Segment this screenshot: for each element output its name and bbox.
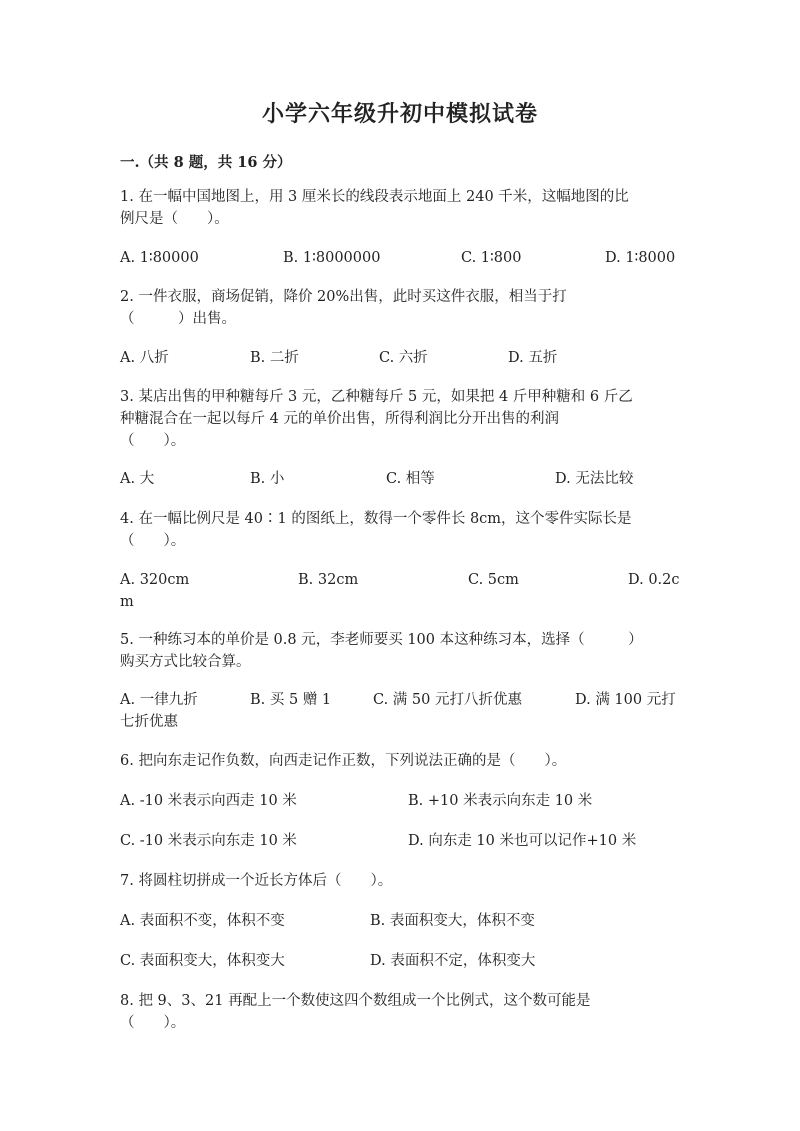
stem-line: （ ）出售。 — [120, 311, 236, 327]
option-b[interactable]: B. 1∶8000000 — [283, 250, 381, 266]
option-b[interactable]: B. 32cm — [298, 572, 359, 588]
option-c[interactable]: C. 1∶800 — [461, 250, 522, 266]
stem-line: 4. 在一幅比例尺是 40∶1 的图纸上，数得一个零件长 8cm，这个零件实际长是 — [120, 511, 632, 527]
option-d[interactable]: D. 向东走 10 米也可以记作+10 米 — [408, 833, 637, 849]
option-d[interactable]: D. 满 100 元打 — [575, 692, 676, 708]
stem-line: （ ）。 — [120, 1015, 186, 1031]
question-5-options — [120, 689, 690, 733]
option-c[interactable]: C. 表面积变大，体积变大 — [120, 953, 285, 969]
question-3-stem — [120, 386, 680, 452]
stem-line: 1. 在一幅中国地图上，用 3 厘米长的线段表示地面上 240 千米，这幅地图的比 — [120, 189, 629, 205]
option-c[interactable]: C. -10 米表示向东走 10 米 — [120, 833, 297, 849]
option-d[interactable]: D. 表面积不定，体积变大 — [370, 953, 536, 969]
stem-line: 种糖混合在一起以每斤 4 元的单价出售，所得利润比分开出售的利润 — [120, 411, 559, 427]
stem-line: （ ）。 — [120, 533, 186, 549]
option-c[interactable]: C. 5cm — [468, 572, 519, 588]
option-b[interactable]: B. 二折 — [250, 350, 299, 366]
section-heading: 一.（共 8 题，共 16 分） — [120, 154, 292, 171]
stem-line: 购买方式比较合算。 — [120, 654, 251, 670]
option-a[interactable]: A. 一律九折 — [120, 692, 198, 708]
option-d-continued: 七折优惠 — [120, 714, 178, 730]
exam-title: 小学六年级升初中模拟试卷 — [261, 101, 538, 127]
option-c[interactable]: C. 相等 — [386, 471, 435, 487]
option-b[interactable]: B. 表面积变大，体积不变 — [370, 913, 535, 929]
option-b[interactable]: B. +10 米表示向东走 10 米 — [408, 793, 593, 809]
option-a[interactable]: A. 320cm — [120, 572, 190, 588]
question-8-stem — [120, 990, 680, 1034]
stem-line: 5. 一种练习本的单价是 0.8 元，李老师要买 100 本这种练习本，选择（ ） — [120, 632, 643, 648]
question-4-options — [120, 569, 690, 613]
stem-line: 2. 一件衣服，商场促销，降价 20%出售，此时买这件衣服，相当于打 — [120, 289, 567, 305]
option-a[interactable]: A. 大 — [120, 471, 155, 487]
option-d-continued: m — [120, 594, 134, 610]
stem-line: 例尺是（ ）。 — [120, 211, 229, 227]
stem-line: 3. 某店出售的甲种糖每斤 3 元，乙种糖每斤 5 元，如果把 4 斤甲种糖和 6 斤乙 — [120, 389, 633, 405]
stem-line: 8. 把 9、3、21 再配上一个数使这四个数组成一个比例式，这个数可能是 — [120, 993, 591, 1009]
question-2-stem — [120, 286, 680, 330]
stem-line: （ ）。 — [120, 433, 186, 449]
question-1-stem — [120, 186, 680, 230]
option-d[interactable]: D. 五折 — [508, 350, 558, 366]
stem-line: 7. 将圆柱切拼成一个近长方体后（ ）。 — [120, 873, 393, 889]
stem-line: 6. 把向东走记作负数，向西走记作正数，下列说法正确的是（ ）。 — [120, 753, 567, 769]
question-7-stem — [120, 870, 680, 892]
option-d[interactable]: D. 无法比较 — [555, 471, 634, 487]
question-6-stem — [120, 750, 680, 772]
option-a[interactable]: A. 表面积不变，体积不变 — [120, 913, 285, 929]
option-b[interactable]: B. 小 — [250, 471, 285, 487]
option-a[interactable]: A. -10 米表示向西走 10 米 — [120, 793, 297, 809]
option-a[interactable]: A. 八折 — [120, 350, 169, 366]
option-d[interactable]: D. 1∶8000 — [605, 250, 676, 266]
option-b[interactable]: B. 买 5 赠 1 — [250, 692, 332, 708]
option-c[interactable]: C. 满 50 元打八折优惠 — [373, 692, 522, 708]
option-a[interactable]: A. 1∶80000 — [120, 250, 199, 266]
option-d[interactable]: D. 0.2c — [628, 572, 680, 588]
question-4-stem — [120, 508, 680, 552]
option-c[interactable]: C. 六折 — [379, 350, 428, 366]
question-5-stem — [120, 629, 680, 673]
